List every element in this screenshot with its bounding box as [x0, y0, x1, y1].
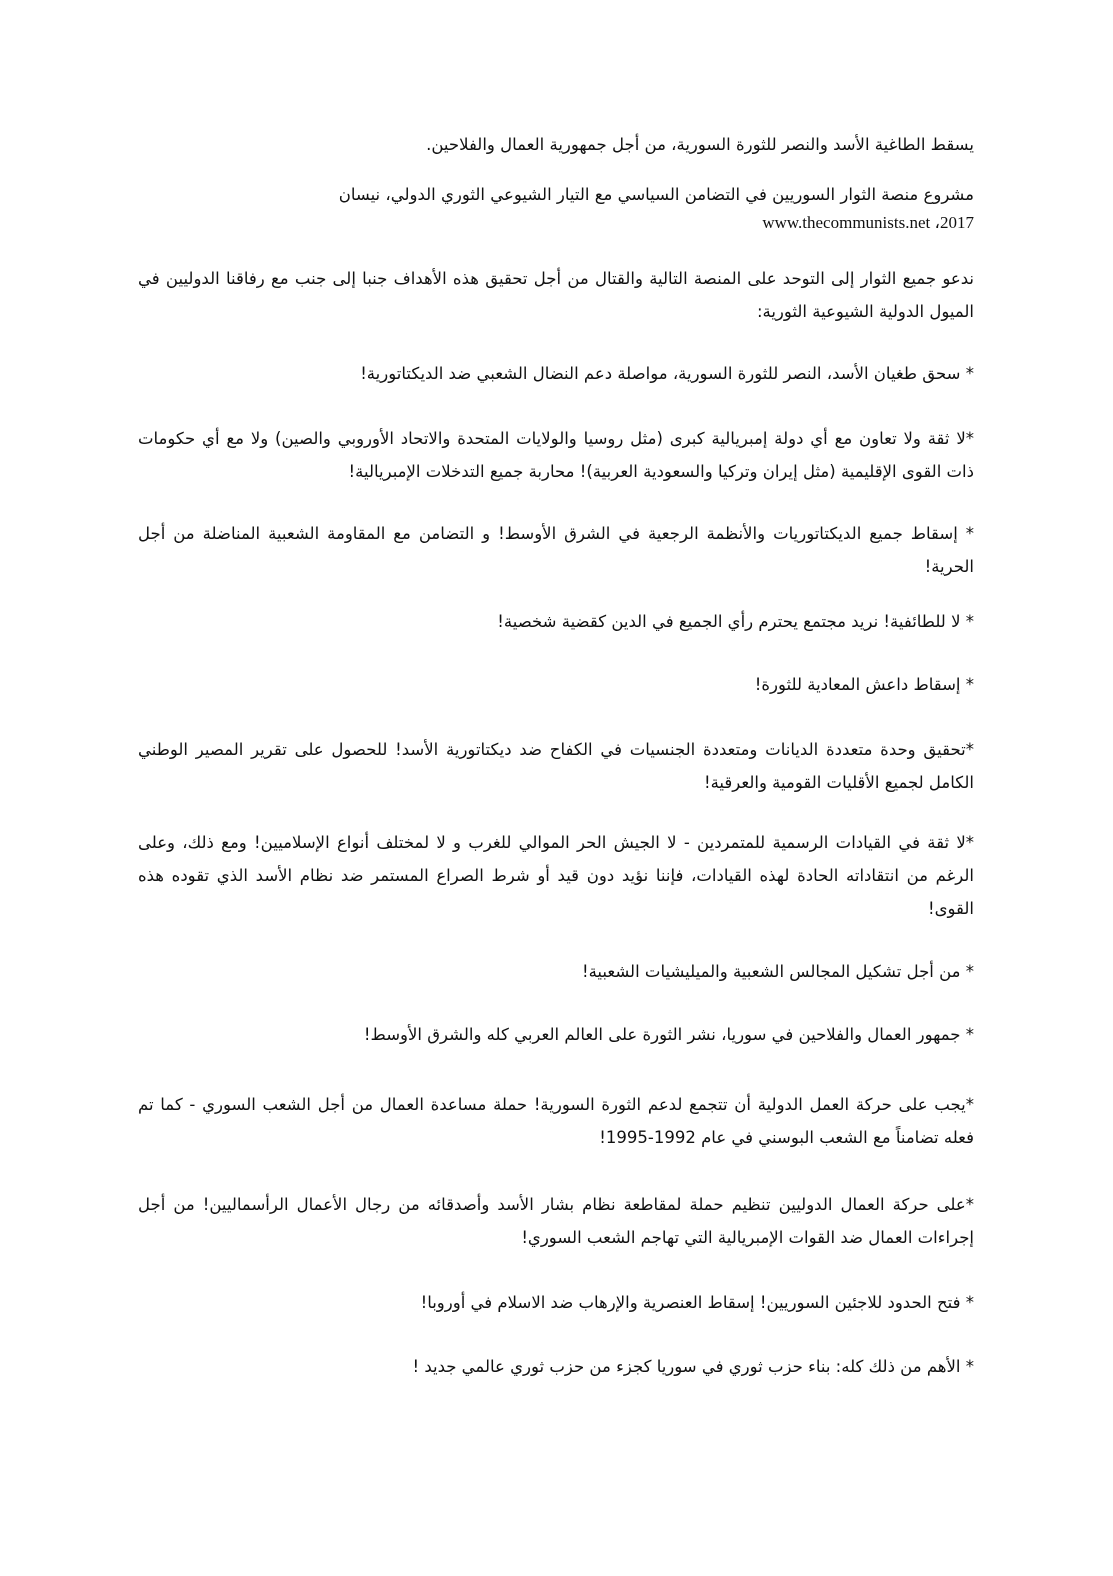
- list-item: * لا للطائفية! نريد مجتمع يحترم رأي الجميع في الدين كقضية شخصية!: [497, 612, 974, 631]
- list-item: *يجب على حركة العمل الدولية أن تتجمع لدعم الثورة السورية! حملة مساعدة العمال من أجل الشعب السوري - كما تم فعله تضامناً مع الشعب البوسني في عام 1992-1995!: [138, 1095, 974, 1147]
- list-item: * الأهم من ذلك كله: بناء حزب ثوري في سوريا كجزء من حزب ثوري عالمي جديد !: [412, 1357, 974, 1376]
- list-item: *تحقيق وحدة متعددة الديانات ومتعددة الجنسيات في الكفاح ضد ديكتاتورية الأسد! للحصول على تقرير المصير الوطني الكامل لجميع الأقليات القومية والعرقية!: [138, 740, 974, 792]
- list-item: * من أجل تشكيل المجالس الشعبية والميليشيات الشعبية!: [581, 962, 974, 981]
- project-line: مشروع منصة الثوار السوريين في التضامن السياسي مع التيار الشيوعي الثوري الدولي، نيسان: [338, 185, 974, 204]
- list-item: *لا ثقة في القيادات الرسمية للمتمردين - لا الجيش الحر الموالي للغرب و لا لمختلف أنواع الإسلاميين! ومع ذلك، وعلى الرغم من انتقاداته الحادة لهذه القيادات، فإننا نؤيد دون قيد أو شرط الصراع المستمر ضد نظام الأسد الذي تقوده هذه القوى!: [138, 833, 974, 918]
- list-item: * إسقاط جميع الديكتاتوريات والأنظمة الرجعية في الشرق الأوسط! و التضامن مع المقاومة الشعبية المناضلة من أجل الحرية!: [138, 524, 974, 576]
- date-url-line: 2017، www.thecommunists.net: [762, 213, 974, 232]
- intro-paragraph: ندعو جميع الثوار إلى التوحد على المنصة التالية والقتال من أجل تحقيق هذه الأهداف جنبا إلى جنب مع رفاقنا الدوليين في الميول الدولية الشيوعية الثورية:: [138, 269, 974, 321]
- list-item: * جمهور العمال والفلاحين في سوريا، نشر الثورة على العالم العربي كله والشرق الأوسط!: [363, 1025, 974, 1044]
- list-item: * إسقاط داعش المعادية للثورة!: [754, 675, 974, 694]
- list-item: * سحق طغيان الأسد، النصر للثورة السورية، مواصلة دعم النضال الشعبي ضد الديكتاتورية!: [360, 364, 974, 383]
- header-line: يسقط الطاغية الأسد والنصر للثورة السورية، من أجل جمهورية العمال والفلاحين.: [426, 135, 974, 154]
- list-item: *على حركة العمال الدوليين تنظيم حملة لمقاطعة نظام بشار الأسد وأصدقائه من رجال الأعمال الرأسماليين! من أجل إجراءات العمال ضد القوات الإمبريالية التي تهاجم الشعب السوري!: [138, 1195, 974, 1247]
- project-heading: [138, 178, 974, 235]
- list-item: *لا ثقة ولا تعاون مع أي دولة إمبريالية كبرى (مثل روسيا والولايات المتحدة والاتحاد الأوروبي والصين) ولا مع أي حكومات ذات القوى الإقليمية (مثل إيران وتركيا والسعودية العربية)! محاربة جميع التدخلات الإمبريالية!: [138, 429, 974, 481]
- list-item: * فتح الحدود للاجئين السوريين! إسقاط العنصرية والإرهاب ضد الاسلام في أوروبا!: [420, 1293, 974, 1312]
